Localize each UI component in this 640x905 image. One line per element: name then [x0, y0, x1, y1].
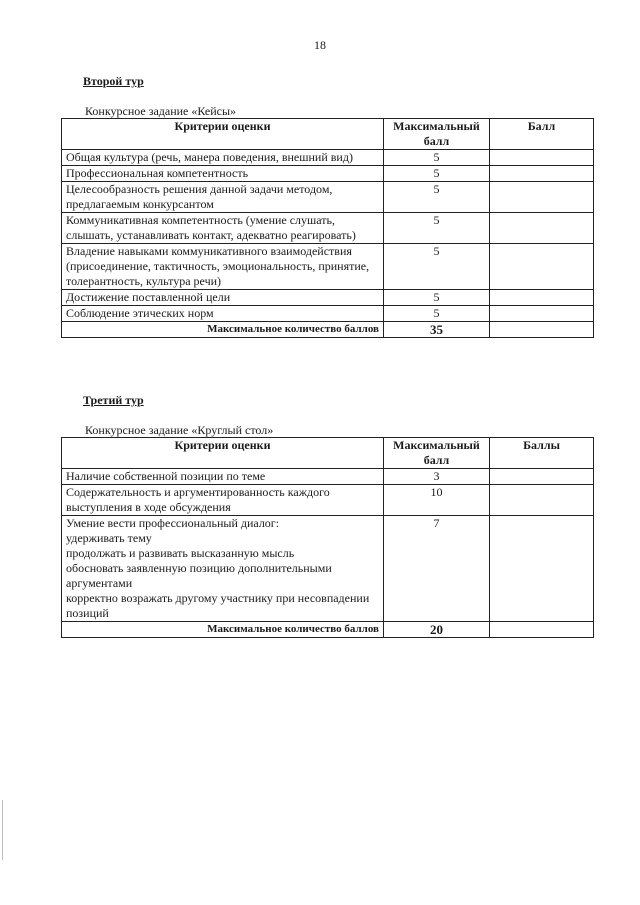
max-score-cell: 5	[384, 306, 490, 322]
max-score-header: Максимальный балл	[384, 438, 490, 469]
criterion-cell: Профессиональная компетентность	[62, 166, 384, 182]
table-row	[62, 182, 594, 213]
total-label: Максимальное количество баллов	[62, 622, 384, 638]
max-score-cell: 5	[384, 290, 490, 306]
criterion-line: корректно возражать другому участнику при несовпадении позиций	[66, 591, 370, 620]
table-row	[62, 306, 594, 322]
criterion-cell	[62, 516, 384, 622]
score-cell[interactable]	[490, 290, 594, 306]
table-row	[62, 244, 594, 290]
criterion-cell: Содержательность и аргументированность каждого выступления в ходе обсуждения	[62, 485, 384, 516]
max-score-cell: 7	[384, 516, 490, 622]
criterion-cell: Целесообразность решения данной задачи методом, предлагаемым конкурсантом	[62, 182, 384, 213]
criterion-cell: Общая культура (речь, манера поведения, внешний вид)	[62, 150, 384, 166]
max-score-cell: 10	[384, 485, 490, 516]
criterion-line: обосновать заявленную позицию дополнительными аргументами	[66, 561, 332, 590]
score-cell[interactable]	[490, 469, 594, 485]
max-score-cell: 3	[384, 469, 490, 485]
max-score-cell: 5	[384, 150, 490, 166]
table-row	[62, 516, 594, 622]
table-row	[62, 469, 594, 485]
score-cell[interactable]	[490, 244, 594, 290]
score-cell[interactable]	[490, 306, 594, 322]
criterion-line: Умение вести профессиональный диалог:	[66, 516, 280, 530]
max-score-cell: 5	[384, 213, 490, 244]
total-label: Максимальное количество баллов	[62, 322, 384, 338]
round3-table	[61, 437, 594, 638]
criterion-line: продолжать и развивать высказанную мысль	[66, 546, 295, 560]
total-row	[62, 322, 594, 338]
criterion-cell: Наличие собственной позиции по теме	[62, 469, 384, 485]
total-score-cell[interactable]	[490, 322, 594, 338]
page-number: 18	[314, 38, 326, 52]
score-header: Балл	[490, 119, 594, 150]
criterion-line: удерживать тему	[66, 531, 152, 545]
score-cell[interactable]	[490, 485, 594, 516]
score-header: Баллы	[490, 438, 594, 469]
total-value: 35	[384, 322, 490, 338]
score-cell[interactable]	[490, 182, 594, 213]
round2-subtitle: Конкурсное задание «Кейсы»	[85, 104, 237, 118]
total-value: 20	[384, 622, 490, 638]
table-header-row	[62, 438, 594, 469]
table-row	[62, 290, 594, 306]
table-row	[62, 166, 594, 182]
max-score-header: Максимальный балл	[384, 119, 490, 150]
criterion-cell: Владение навыками коммуникативного взаимодействия (присоединение, тактичность, эмоциональность, принятие, толерантность, культура речи)	[62, 244, 384, 290]
max-score-cell: 5	[384, 182, 490, 213]
round2-table	[61, 118, 594, 338]
round3-subtitle: Конкурсное задание «Круглый стол»	[85, 423, 274, 437]
round3-title: Третий тур	[83, 393, 144, 407]
score-cell[interactable]	[490, 150, 594, 166]
total-row	[62, 622, 594, 638]
criteria-header: Критерии оценки	[62, 119, 384, 150]
total-score-cell[interactable]	[490, 622, 594, 638]
max-score-cell: 5	[384, 166, 490, 182]
scan-edge-mark	[2, 800, 3, 860]
max-score-cell: 5	[384, 244, 490, 290]
criterion-cell: Коммуникативная компетентность (умение слушать, слышать, устанавливать контакт, адекватно реагировать)	[62, 213, 384, 244]
table-row	[62, 213, 594, 244]
criterion-cell: Достижение поставленной цели	[62, 290, 384, 306]
table-row	[62, 150, 594, 166]
round2-title: Второй тур	[83, 74, 144, 88]
score-cell[interactable]	[490, 516, 594, 622]
score-cell[interactable]	[490, 213, 594, 244]
criteria-header: Критерии оценки	[62, 438, 384, 469]
table-header-row	[62, 119, 594, 150]
criterion-cell: Соблюдение этических норм	[62, 306, 384, 322]
score-cell[interactable]	[490, 166, 594, 182]
table-row	[62, 485, 594, 516]
